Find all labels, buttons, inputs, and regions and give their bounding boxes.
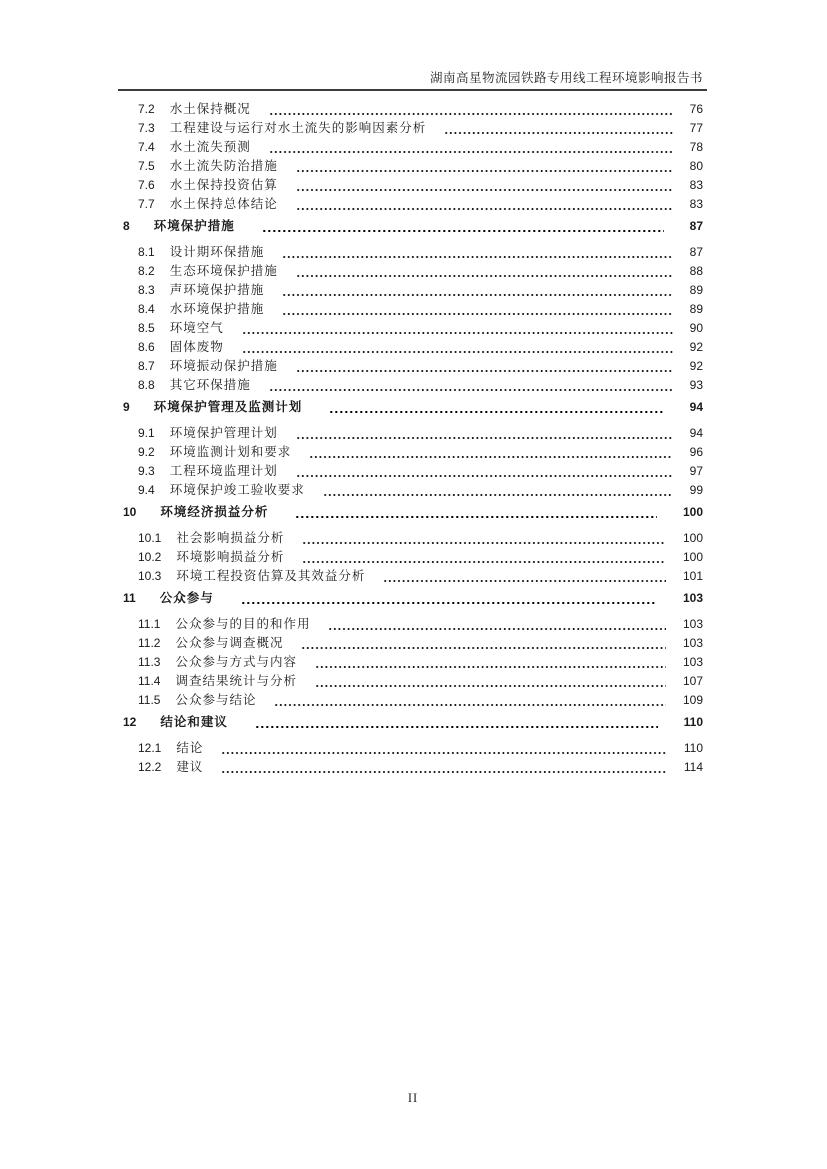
- toc-entry-page: 76: [689, 102, 703, 116]
- toc-entry-title: 声环境保护措施: [169, 283, 265, 297]
- toc-entry-number: 8.4: [138, 302, 155, 316]
- toc-entry-number: 8: [123, 219, 130, 233]
- toc-entry-number: 7.3: [138, 121, 155, 135]
- toc-entry-page: 103: [682, 655, 703, 669]
- toc-entry[interactable]: [138, 138, 703, 157]
- toc-entry-page: 90: [689, 321, 703, 335]
- toc-entry-page: 100: [682, 550, 703, 564]
- toc-entry-title: 设计期环保措施: [169, 245, 265, 259]
- toc-entry-page: 87: [689, 245, 703, 259]
- toc-leader-dots: [270, 150, 673, 154]
- toc-entry-page: 77: [689, 121, 703, 135]
- toc-entry[interactable]: [138, 462, 703, 481]
- footer-page-number: II: [407, 1091, 419, 1105]
- toc-entry-number: 8.8: [138, 378, 155, 392]
- toc-leader-dots: [310, 455, 672, 459]
- toc-entry-number: 10: [123, 505, 137, 519]
- toc-leader-dots: [283, 312, 672, 316]
- toc-leader-dots: [222, 751, 666, 755]
- toc-entry-number: 9: [123, 400, 130, 414]
- toc-entry[interactable]: [123, 713, 703, 732]
- toc-entry-number: 11.1: [138, 617, 161, 631]
- toc-entry-number: 10.2: [138, 550, 162, 564]
- toc-entry-title: 环境影响损益分析: [176, 550, 285, 564]
- toc-leader-dots: [296, 515, 657, 519]
- toc-entry-title: 环境监测计划和要求: [169, 445, 292, 459]
- toc-entry-number: 7.4: [138, 140, 155, 154]
- toc-entry-title: 公众参与方式与内容: [175, 655, 297, 669]
- toc-entry-number: 8.5: [138, 321, 155, 335]
- toc-entry-page: 94: [689, 426, 703, 440]
- toc-entry-number: 8.2: [138, 264, 155, 278]
- toc-leader-dots: [329, 627, 665, 631]
- toc-entry-title: 环境工程投资估算及其效益分析: [176, 569, 366, 583]
- toc-leader-dots: [324, 493, 673, 497]
- toc-entry-number: 8.7: [138, 359, 155, 373]
- toc-entry[interactable]: [138, 672, 703, 691]
- toc-entry-title: 环境保护管理计划: [169, 426, 278, 440]
- toc-leader-dots: [297, 436, 673, 440]
- toc-leader-dots: [330, 410, 663, 414]
- toc-entry-title: 社会影响损益分析: [176, 531, 285, 545]
- toc-entry-title: 环境保护管理及监测计划: [153, 400, 303, 414]
- toc-entry-page: 101: [682, 569, 703, 583]
- toc-entry-page: 83: [689, 178, 703, 192]
- toc-entry-number: 9.1: [138, 426, 155, 440]
- toc-entry[interactable]: [138, 481, 703, 500]
- toc-entry-title: 建议: [176, 760, 204, 774]
- toc-entry[interactable]: [138, 100, 703, 119]
- toc-entry-title: 结论: [176, 741, 204, 755]
- toc-entry[interactable]: [138, 243, 703, 262]
- toc-entry[interactable]: [138, 424, 703, 443]
- toc-entry-title: 水土保持总体结论: [169, 197, 278, 211]
- toc-leader-dots: [316, 665, 666, 669]
- toc-leader-dots: [303, 560, 666, 564]
- toc-leader-dots: [256, 725, 658, 729]
- toc-entry-title: 结论和建议: [160, 715, 228, 729]
- toc-entry-page: 110: [683, 741, 703, 755]
- toc-entry-title: 环境经济损益分析: [160, 505, 269, 519]
- toc-entry[interactable]: [138, 529, 703, 548]
- toc-entry-page: 87: [689, 219, 703, 233]
- toc-entry[interactable]: [138, 119, 703, 138]
- toc-entry-number: 10.3: [138, 569, 162, 583]
- toc-entry-number: 11.2: [138, 636, 161, 650]
- toc-leader-dots: [263, 229, 664, 233]
- toc-leader-dots: [297, 274, 673, 278]
- toc-entry-number: 11: [123, 591, 136, 605]
- toc-entry-page: 78: [689, 140, 703, 154]
- toc-leader-dots: [270, 112, 673, 116]
- toc-leader-dots: [384, 579, 666, 583]
- toc-entry-title: 水环境保护措施: [169, 302, 265, 316]
- toc-entry-page: 107: [682, 674, 703, 688]
- toc-entry-page: 89: [689, 283, 703, 297]
- toc-entry-title: 水土流失预测: [169, 140, 251, 154]
- toc-entry-number: 9.2: [138, 445, 155, 459]
- header-rule: [118, 89, 707, 91]
- toc-entry[interactable]: [123, 217, 703, 236]
- toc-entry-page: 100: [682, 531, 703, 545]
- toc-entry[interactable]: [138, 739, 703, 758]
- toc-entry[interactable]: [138, 758, 703, 777]
- toc-entry-page: 97: [689, 464, 703, 478]
- toc-entry-page: 88: [689, 264, 703, 278]
- toc-entry-page: 103: [682, 617, 703, 631]
- toc-list: [123, 100, 703, 777]
- toc-entry[interactable]: [138, 376, 703, 395]
- toc-entry-number: 11.3: [138, 655, 161, 669]
- toc-entry-title: 公众参与: [159, 591, 214, 605]
- toc-entry-title: 调查结果统计与分析: [175, 674, 297, 688]
- toc-entry-page: 100: [682, 505, 703, 519]
- toc-entry-number: 9.4: [138, 483, 155, 497]
- toc-leader-dots: [243, 331, 673, 335]
- toc-leader-dots: [445, 131, 672, 135]
- toc-entry-page: 99: [689, 483, 703, 497]
- toc-entry[interactable]: [138, 300, 703, 319]
- toc-entry-title: 水土保持概况: [169, 102, 251, 116]
- toc-entry[interactable]: [138, 615, 703, 634]
- toc-entry-number: 12.2: [138, 760, 162, 774]
- toc-entry-number: 12.1: [138, 741, 162, 755]
- toc-entry-page: 92: [689, 340, 703, 354]
- toc-entry-title: 环境振动保护措施: [169, 359, 278, 373]
- toc-entry[interactable]: [138, 567, 703, 586]
- toc-entry-number: 12: [123, 715, 137, 729]
- toc-entry-title: 公众参与结论: [175, 693, 257, 707]
- toc-entry-title: 水土保持投资估算: [169, 178, 278, 192]
- toc-entry-title: 环境保护竣工验收要求: [169, 483, 305, 497]
- toc-entry-number: 10.1: [138, 531, 162, 545]
- toc-leader-dots: [297, 169, 673, 173]
- toc-entry-title: 水土流失防治措施: [169, 159, 278, 173]
- toc-leader-dots: [297, 474, 673, 478]
- toc-entry[interactable]: [138, 653, 703, 672]
- toc-entry[interactable]: [138, 262, 703, 281]
- toc-entry-title: 公众参与调查概况: [175, 636, 284, 650]
- toc-leader-dots: [283, 293, 672, 297]
- running-header-title: 湖南高星物流园铁路专用线工程环境影响报告书: [429, 71, 703, 85]
- toc-entry-page: 89: [689, 302, 703, 316]
- toc-entry-page: 96: [689, 445, 703, 459]
- toc-entry-number: 11.4: [138, 674, 161, 688]
- toc-leader-dots: [297, 188, 673, 192]
- toc-entry-page: 114: [683, 760, 703, 774]
- toc-leader-dots: [242, 601, 657, 605]
- toc-entry-number: 8.3: [138, 283, 155, 297]
- toc-entry[interactable]: [123, 398, 703, 417]
- toc-entry-title: 环境空气: [169, 321, 224, 335]
- toc-leader-dots: [283, 255, 672, 259]
- toc-entry-number: 8.6: [138, 340, 155, 354]
- toc-entry[interactable]: [138, 357, 703, 376]
- toc-leader-dots: [222, 770, 666, 774]
- toc-entry-page: 83: [689, 197, 703, 211]
- toc-entry[interactable]: [138, 691, 703, 710]
- toc-leader-dots: [302, 646, 665, 650]
- toc-entry[interactable]: [138, 443, 703, 462]
- toc-entry-title: 固体废物: [169, 340, 224, 354]
- toc-entry-title: 公众参与的目的和作用: [175, 617, 311, 631]
- toc-entry[interactable]: [138, 176, 703, 195]
- toc-entry-page: 93: [689, 378, 703, 392]
- toc-entry-title: 生态环境保护措施: [169, 264, 278, 278]
- toc-entry-title: 环境保护措施: [153, 219, 235, 233]
- toc-entry-number: 7.7: [138, 197, 155, 211]
- toc-entry[interactable]: [123, 589, 703, 608]
- toc-leader-dots: [303, 541, 666, 545]
- toc-entry-number: 7.5: [138, 159, 155, 173]
- toc-entry-number: 9.3: [138, 464, 155, 478]
- toc-entry-title: 其它环保措施: [169, 378, 251, 392]
- toc-entry-number: 7.6: [138, 178, 155, 192]
- toc-entry[interactable]: [138, 338, 703, 357]
- toc-entry-number: 7.2: [138, 102, 155, 116]
- toc-entry-page: 94: [689, 400, 703, 414]
- toc-leader-dots: [275, 703, 665, 707]
- toc-leader-dots: [243, 350, 673, 354]
- toc-entry[interactable]: [138, 281, 703, 300]
- toc-entry-page: 92: [689, 359, 703, 373]
- toc-leader-dots: [297, 369, 673, 373]
- toc-entry[interactable]: [138, 548, 703, 567]
- toc-entry-number: 8.1: [138, 245, 155, 259]
- toc-entry-page: 110: [683, 715, 703, 729]
- toc-entry-title: 工程建设与运行对水土流失的影响因素分析: [169, 121, 427, 135]
- toc-leader-dots: [297, 207, 673, 211]
- toc-leader-dots: [270, 388, 673, 392]
- toc-entry-title: 工程环境监理计划: [169, 464, 278, 478]
- toc-entry[interactable]: [138, 195, 703, 214]
- toc-entry[interactable]: [138, 319, 703, 338]
- toc-entry-page: 103: [682, 636, 703, 650]
- toc-leader-dots: [316, 684, 666, 688]
- toc-entry[interactable]: [138, 634, 703, 653]
- toc-entry[interactable]: [138, 157, 703, 176]
- toc-entry-page: 103: [682, 591, 703, 605]
- toc-entry-page: 80: [689, 159, 703, 173]
- toc-entry-number: 11.5: [138, 693, 161, 707]
- toc-entry-page: 109: [682, 693, 703, 707]
- toc-entry[interactable]: [123, 503, 703, 522]
